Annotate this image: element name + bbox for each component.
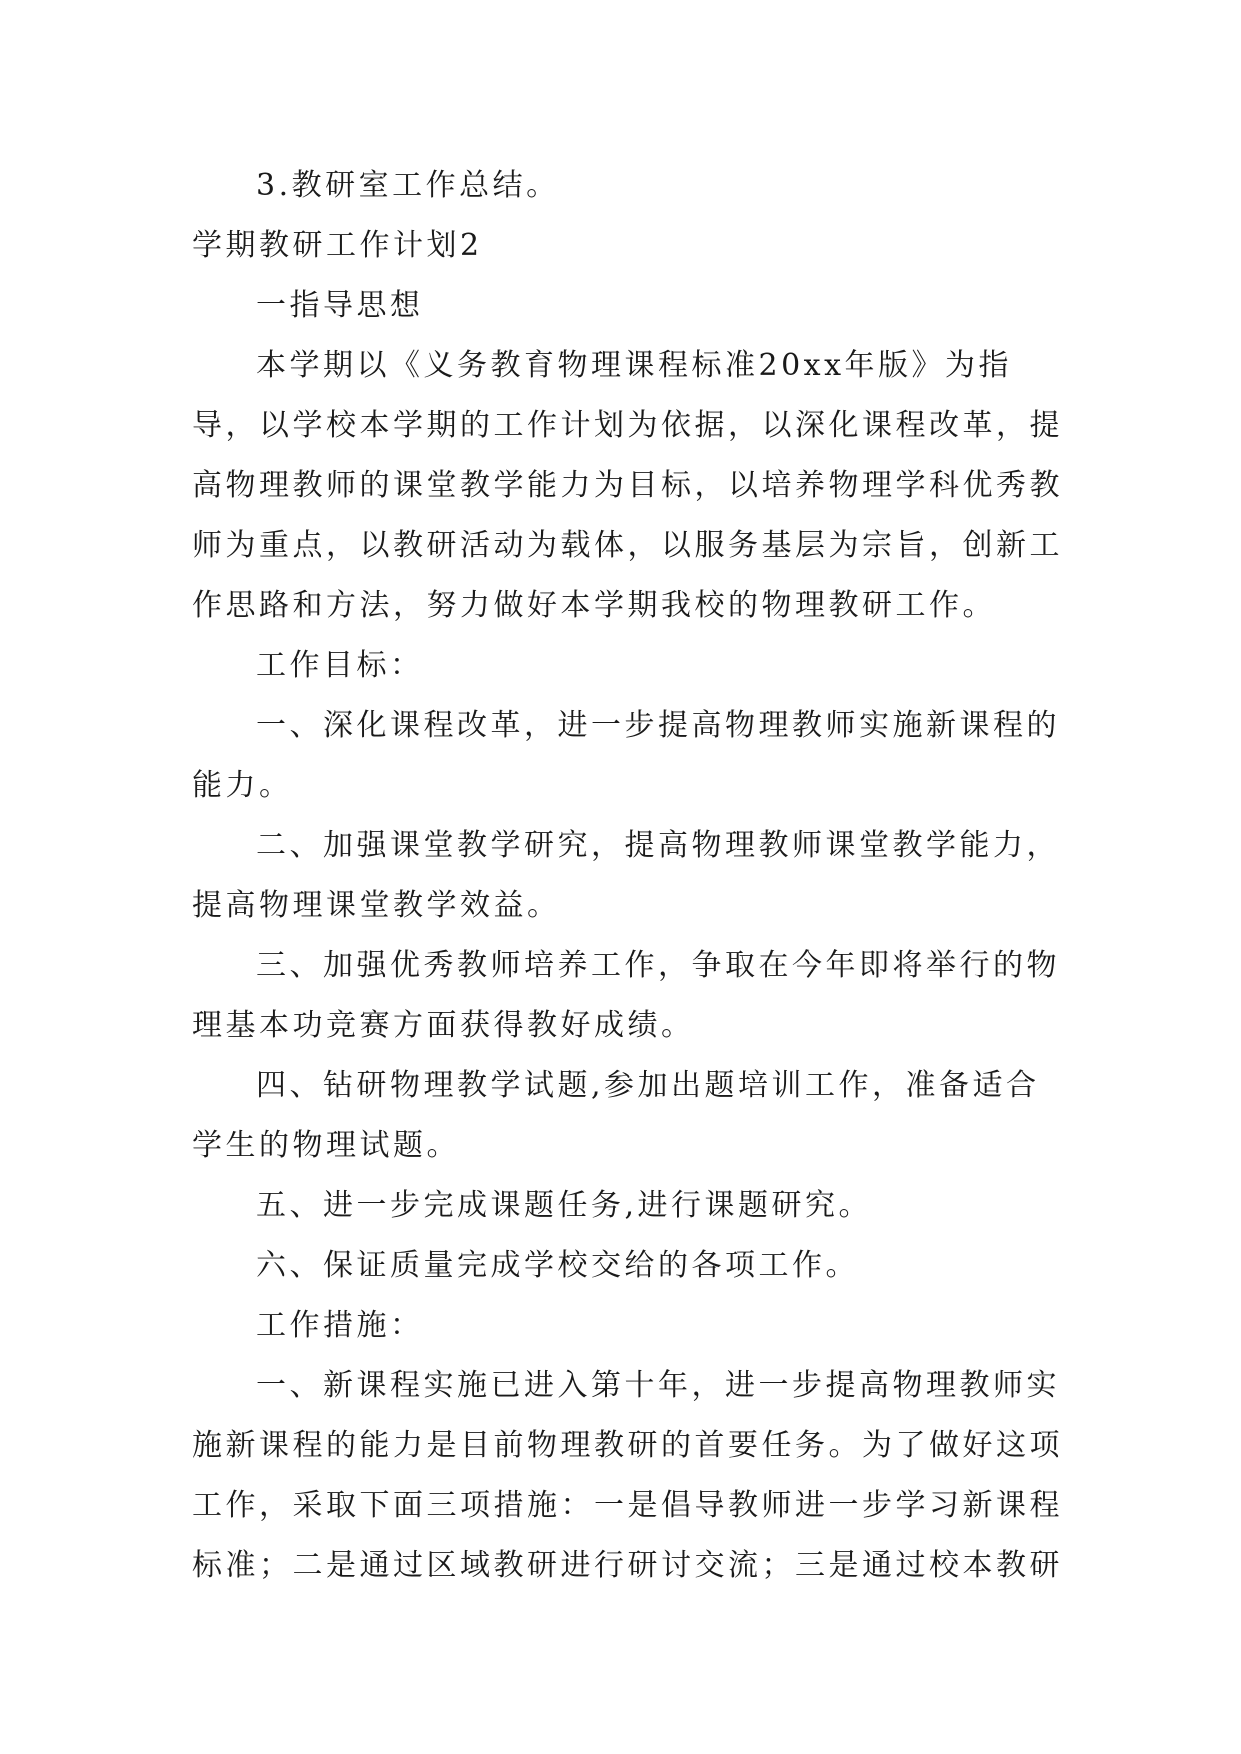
section-heading: 学期教研工作计划2 bbox=[192, 228, 483, 263]
paragraph-guiding-thought: 本学期以《义务教育物理课程标准20xx年版》为指导，以学校本学期的工作计划为依据，以深化课程改革，提高物理教师的课堂教学能力为目标，以培养物理学科优秀教师为重点，以教研活动为载体，以服务基层为宗旨，创新工作思路和方法，努力做好本学期我校的物理教研工作。 bbox=[192, 348, 1063, 623]
measure-item-1: 一、新课程实施已进入第十年，进一步提高物理教师实施新课程的能力是目前物理教研的首要任务。为了做好这项工作，采取下面三项措施：一是倡导教师进一步学习新课程标准；二是通过区域教研进行研讨交流；三是通过校本教研 bbox=[192, 1368, 1063, 1583]
subheading-work-goals: 工作目标： bbox=[256, 648, 424, 683]
goal-item-2: 二、加强课堂教学研究，提高物理教师课堂教学能力，提高物理课堂教学效益。 bbox=[192, 828, 1060, 923]
goal-item-3: 三、加强优秀教师培养工作，争取在今年即将举行的物理基本功竞赛方面获得教好成绩。 bbox=[192, 948, 1060, 1043]
goal-item-5: 五、进一步完成课题任务,进行课题研究。 bbox=[256, 1188, 873, 1223]
document-body bbox=[192, 156, 1072, 1596]
goal-item-1: 一、深化课程改革，进一步提高物理教师实施新课程的能力。 bbox=[192, 708, 1060, 803]
goal-item-6: 六、保证质量完成学校交给的各项工作。 bbox=[256, 1248, 859, 1283]
paragraph-summary-item: 3.教研室工作总结。 bbox=[256, 168, 560, 203]
subheading-work-measures: 工作措施： bbox=[256, 1308, 424, 1343]
goal-item-4: 四、钻研物理教学试题,参加出题培训工作，准备适合学生的物理试题。 bbox=[192, 1068, 1040, 1163]
subheading-guiding-thought: 一指导思想 bbox=[256, 288, 424, 323]
